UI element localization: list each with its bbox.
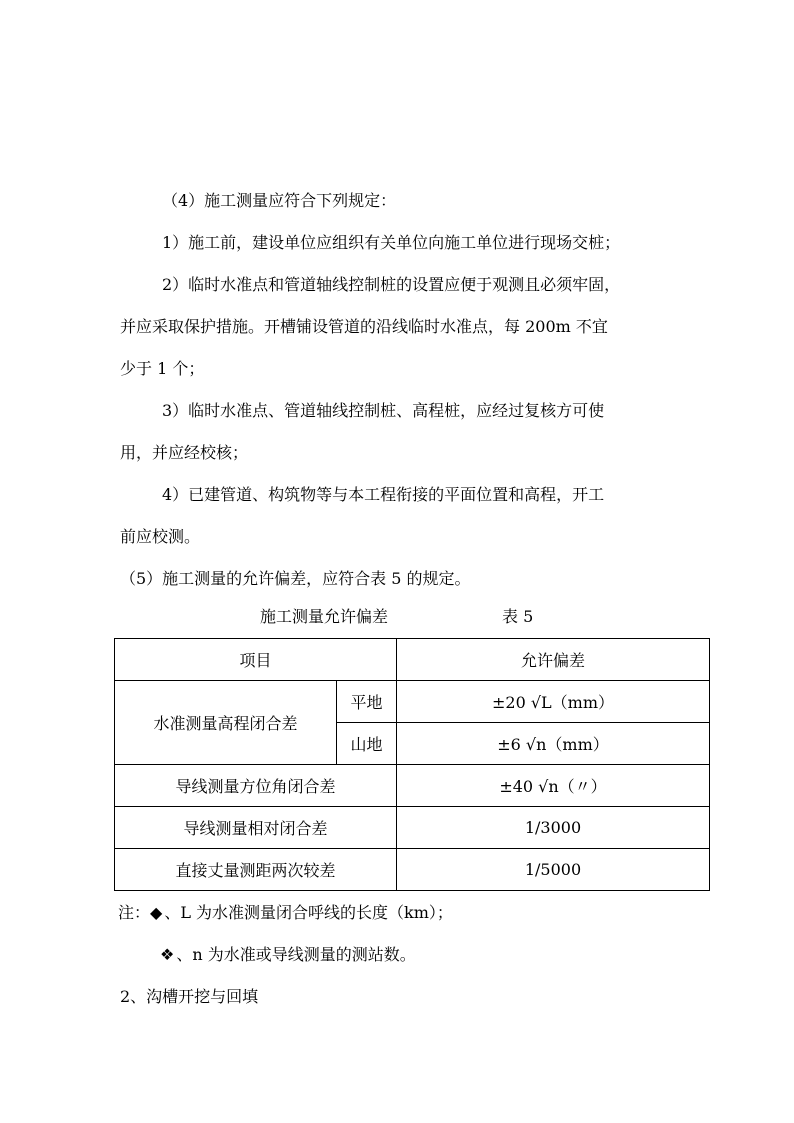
taping-label-cell: 直接丈量测距两次较差 (115, 849, 397, 891)
paragraph-4-item-2-line-2: 并应采取保护措施。开槽铺设管道的沿线临时水准点，每 200m 不宜 (120, 317, 608, 336)
four-diamond-bullet-icon: ❖ (160, 945, 175, 964)
azimuth-label-cell: 导线测量方位角闭合差 (115, 765, 397, 807)
table-caption-title: 施工测量允许偏差 (260, 607, 389, 626)
paragraph-4-heading: （4）施工测量应符合下列规定： (162, 191, 397, 210)
paragraph-4-item-2-line-3: 少于 1 个； (120, 359, 205, 378)
header-item-cell: 项目 (115, 639, 397, 681)
taping-value-cell: 1/5000 (397, 849, 710, 891)
note-line-2 (160, 944, 416, 966)
table-caption-number: 表 5 (502, 607, 534, 626)
mountain-value-cell: ±6 √n（mm） (397, 723, 710, 765)
paragraph-4-item-4-line-2: 前应校测。 (120, 527, 201, 546)
diamond-bullet-icon: ◆ (150, 903, 163, 922)
paragraph-4-item-4-line-1: 4）已建管道、构筑物等与本工程衔接的平面位置和高程，开工 (162, 485, 605, 504)
paragraph-4-item-1: 1）施工前，建设单位应组织有关单位向施工单位进行现场交桩； (162, 233, 621, 252)
paragraph-4-item-2-line-1: 2）临时水准点和管道轴线控制桩的设置应便于观测且必须牢固， (162, 275, 621, 294)
table-header-row (115, 639, 710, 681)
tolerance-table (114, 638, 710, 891)
paragraph-4-item-3-line-1: 3）临时水准点、管道轴线控制桩、高程桩，应经过复核方可使 (162, 401, 605, 420)
mountain-label-cell: 山地 (337, 723, 397, 765)
table-row (115, 765, 710, 807)
note-2-text: 、n 为水准或导线测量的测站数。 (176, 945, 416, 964)
flat-value-cell: ±20 √L（mm） (397, 681, 710, 723)
leveling-label-cell: 水准测量高程闭合差 (115, 681, 337, 765)
note-1-text: 、L 为水准测量闭合呼线的长度（km）； (164, 903, 453, 922)
note-line-1 (118, 902, 453, 924)
note-prefix: 注： (118, 903, 151, 922)
table-row (115, 681, 710, 723)
table-row (115, 849, 710, 891)
relative-label-cell: 导线测量相对闭合差 (115, 807, 397, 849)
table-row (115, 807, 710, 849)
relative-value-cell: 1/3000 (397, 807, 710, 849)
flat-label-cell: 平地 (337, 681, 397, 723)
azimuth-value-cell: ±40 √n（〃） (397, 765, 710, 807)
header-tolerance-cell: 允许偏差 (397, 639, 710, 681)
paragraph-5-heading: （5）施工测量的允许偏差，应符合表 5 的规定。 (120, 569, 471, 588)
section-heading: 2、沟槽开挖与回填 (120, 987, 259, 1006)
paragraph-4-item-3-line-2: 用，并应经校核； (120, 443, 249, 462)
